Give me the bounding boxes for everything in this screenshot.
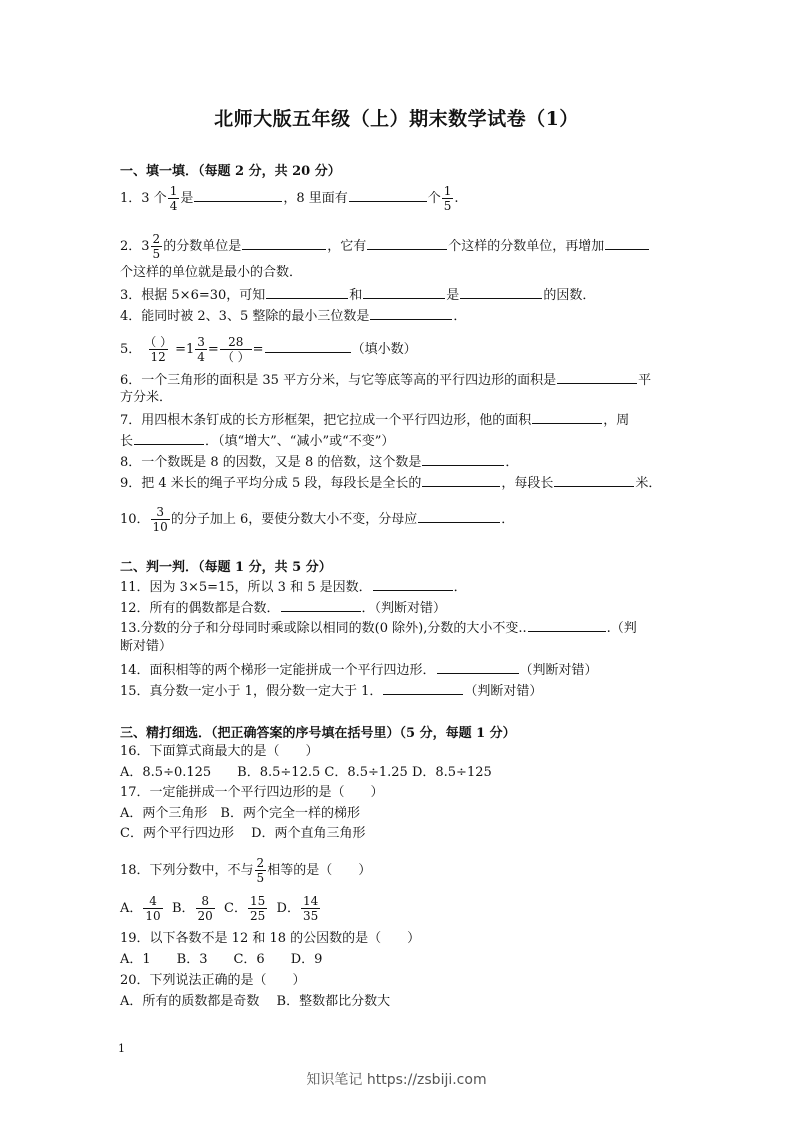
answer-blank[interactable]: [370, 306, 452, 320]
answer-blank[interactable]: [363, 285, 445, 299]
page-title: 北师大版五年级（上）期末数学试卷（1）: [214, 108, 579, 130]
answer-blank[interactable]: [422, 452, 504, 466]
question-18: 18．下列分数中，不与 $\frac{2}{5}$ 相等的是（ ）: [120, 856, 372, 885]
answer-blank[interactable]: [532, 410, 602, 424]
answer-blank[interactable]: [557, 370, 637, 384]
question-18-options: A． $\frac{4}{10}$ B． $\frac{8}{20}$ C． $\frac{15}{25}$ D． $\frac{14}{35}$: [120, 894, 319, 923]
question-20-options: A．所有的质数都是奇数 B．整数都比分数大: [120, 994, 391, 1009]
footer-watermark: 知识笔记 https://zsbiji.com: [306, 1072, 487, 1088]
question-1: 1．3 个 $\frac{1}{4}$ 是 ，8 里面有 个 $\frac{1}{5}$ .: [120, 184, 459, 213]
question-16: 16．下面算式商最大的是（ ）: [120, 744, 319, 759]
question-19: 19．以下各数不是 12 和 18 的公因数的是（ ）: [120, 931, 421, 946]
question-2: 2．3 $\frac{2}{5}$ 的分数单位是 ，它有 个这样的分数单位，再增加: [120, 232, 650, 261]
question-19-options: A．1 B．3 C．6 D．9: [120, 952, 323, 967]
answer-blank[interactable]: [554, 473, 634, 487]
question-13: 13.分数的分子和分母同时乘或除以相同的数(0 除外),分数的大小不变.. .（判: [120, 618, 637, 638]
question-16-options: A．8.5÷0.125 B．8.5÷12.5 C．8.5÷1.25 D．8.5÷125: [120, 765, 492, 780]
fraction: $\frac{2}{5}$: [152, 232, 161, 261]
fraction: $\frac{14}{35}$: [302, 894, 319, 923]
page-number: 1: [118, 1042, 125, 1055]
fraction: $\frac{2}{5}$: [256, 856, 265, 885]
section-1-heading: 一、填一填．（每题 2 分，共 20 分）: [120, 164, 341, 179]
question-5: 5． $\frac{( )}{12}$ =1 $\frac{3}{4}$ = $\frac{28}{( )}$ = （填小数）: [120, 335, 417, 364]
answer-blank[interactable]: [422, 473, 500, 487]
question-17-options-2: C．两个平行四边形 D．两个直角三角形: [120, 826, 366, 841]
answer-blank[interactable]: [349, 188, 427, 202]
answer-blank[interactable]: [437, 660, 519, 674]
section-3-heading: 三、精打细选．（把正确答案的序号填在括号里）（5 分，每题 1 分）: [120, 726, 516, 741]
answer-blank[interactable]: [242, 236, 326, 250]
question-3: 3．根据 5×6=30，可知 和 是 的因数．: [120, 285, 595, 305]
answer-blank[interactable]: [383, 681, 463, 695]
answer-blank[interactable]: [528, 618, 606, 632]
answer-blank[interactable]: [265, 339, 351, 353]
fraction: $\frac{1}{5}$: [443, 184, 452, 213]
answer-blank[interactable]: [281, 598, 361, 612]
fraction: $\frac{4}{10}$: [145, 894, 161, 923]
question-4: 4．能同时被 2、3、5 整除的最小三位数是 ．: [120, 306, 466, 326]
fraction: $\frac{8}{20}$: [197, 894, 213, 923]
fraction: $\frac{( )}{12}$: [144, 335, 173, 364]
question-20: 20．下列说法正确的是（ ）: [120, 973, 306, 988]
question-15: 15．真分数一定小于 1，假分数一定大于 1． （判断对错）: [120, 681, 542, 701]
question-6-continued: 方分米．: [120, 390, 173, 405]
question-9: 9．把 4 米长的绳子平均分成 5 段，每段长是全长的 ，每段长 米．: [120, 473, 661, 493]
fraction: $\frac{1}{4}$: [169, 184, 178, 213]
question-14: 14．面积相等的两个梯形一定能拼成一个平行四边形． （判断对错）: [120, 660, 598, 680]
answer-blank[interactable]: [194, 188, 282, 202]
answer-blank[interactable]: [605, 236, 649, 250]
fraction: $\frac{3}{4}$: [197, 335, 205, 364]
question-7-continued: 长 ．（填“增大”、“减小”或“不变”）: [120, 431, 394, 451]
answer-blank[interactable]: [266, 285, 348, 299]
fraction: $\frac{3}{10}$: [152, 505, 168, 534]
question-7: 7．用四根木条钉成的长方形框架，把它拉成一个平行四边形，他的面积 ，周: [120, 410, 629, 430]
answer-blank[interactable]: [134, 431, 204, 445]
answer-blank[interactable]: [367, 236, 447, 250]
fraction: $\frac{15}{25}$: [250, 894, 266, 923]
question-17-options-1: A．两个三角形 B．两个完全一样的梯形: [120, 806, 360, 821]
question-13-continued: 断对错）: [120, 639, 173, 654]
answer-blank[interactable]: [418, 509, 500, 523]
question-2-continued: 个这样的单位就是最小的合数．: [120, 265, 303, 280]
answer-blank[interactable]: [460, 285, 542, 299]
question-17: 17．一定能拼成一个平行四边形的是（ ）: [120, 785, 384, 800]
fraction: $\frac{28}{( )}$: [221, 335, 250, 364]
question-12: 12．所有的偶数都是合数． ．（判断对错）: [120, 598, 446, 618]
question-10: 10． $\frac{3}{10}$ 的分子加上 6，要使分数大小不变，分母应 ．: [120, 505, 515, 534]
question-11: 11．因为 3×5=15，所以 3 和 5 是因数． ．: [120, 577, 467, 597]
question-6: 6．一个三角形的面积是 35 平方分米，与它等底等高的平行四边形的面积是 平: [120, 370, 651, 390]
question-8: 8．一个数既是 8 的因数，又是 8 的倍数，这个数是 ．: [120, 452, 518, 472]
section-2-heading: 二、判一判．（每题 1 分，共 5 分）: [120, 560, 332, 575]
answer-blank[interactable]: [373, 577, 453, 591]
